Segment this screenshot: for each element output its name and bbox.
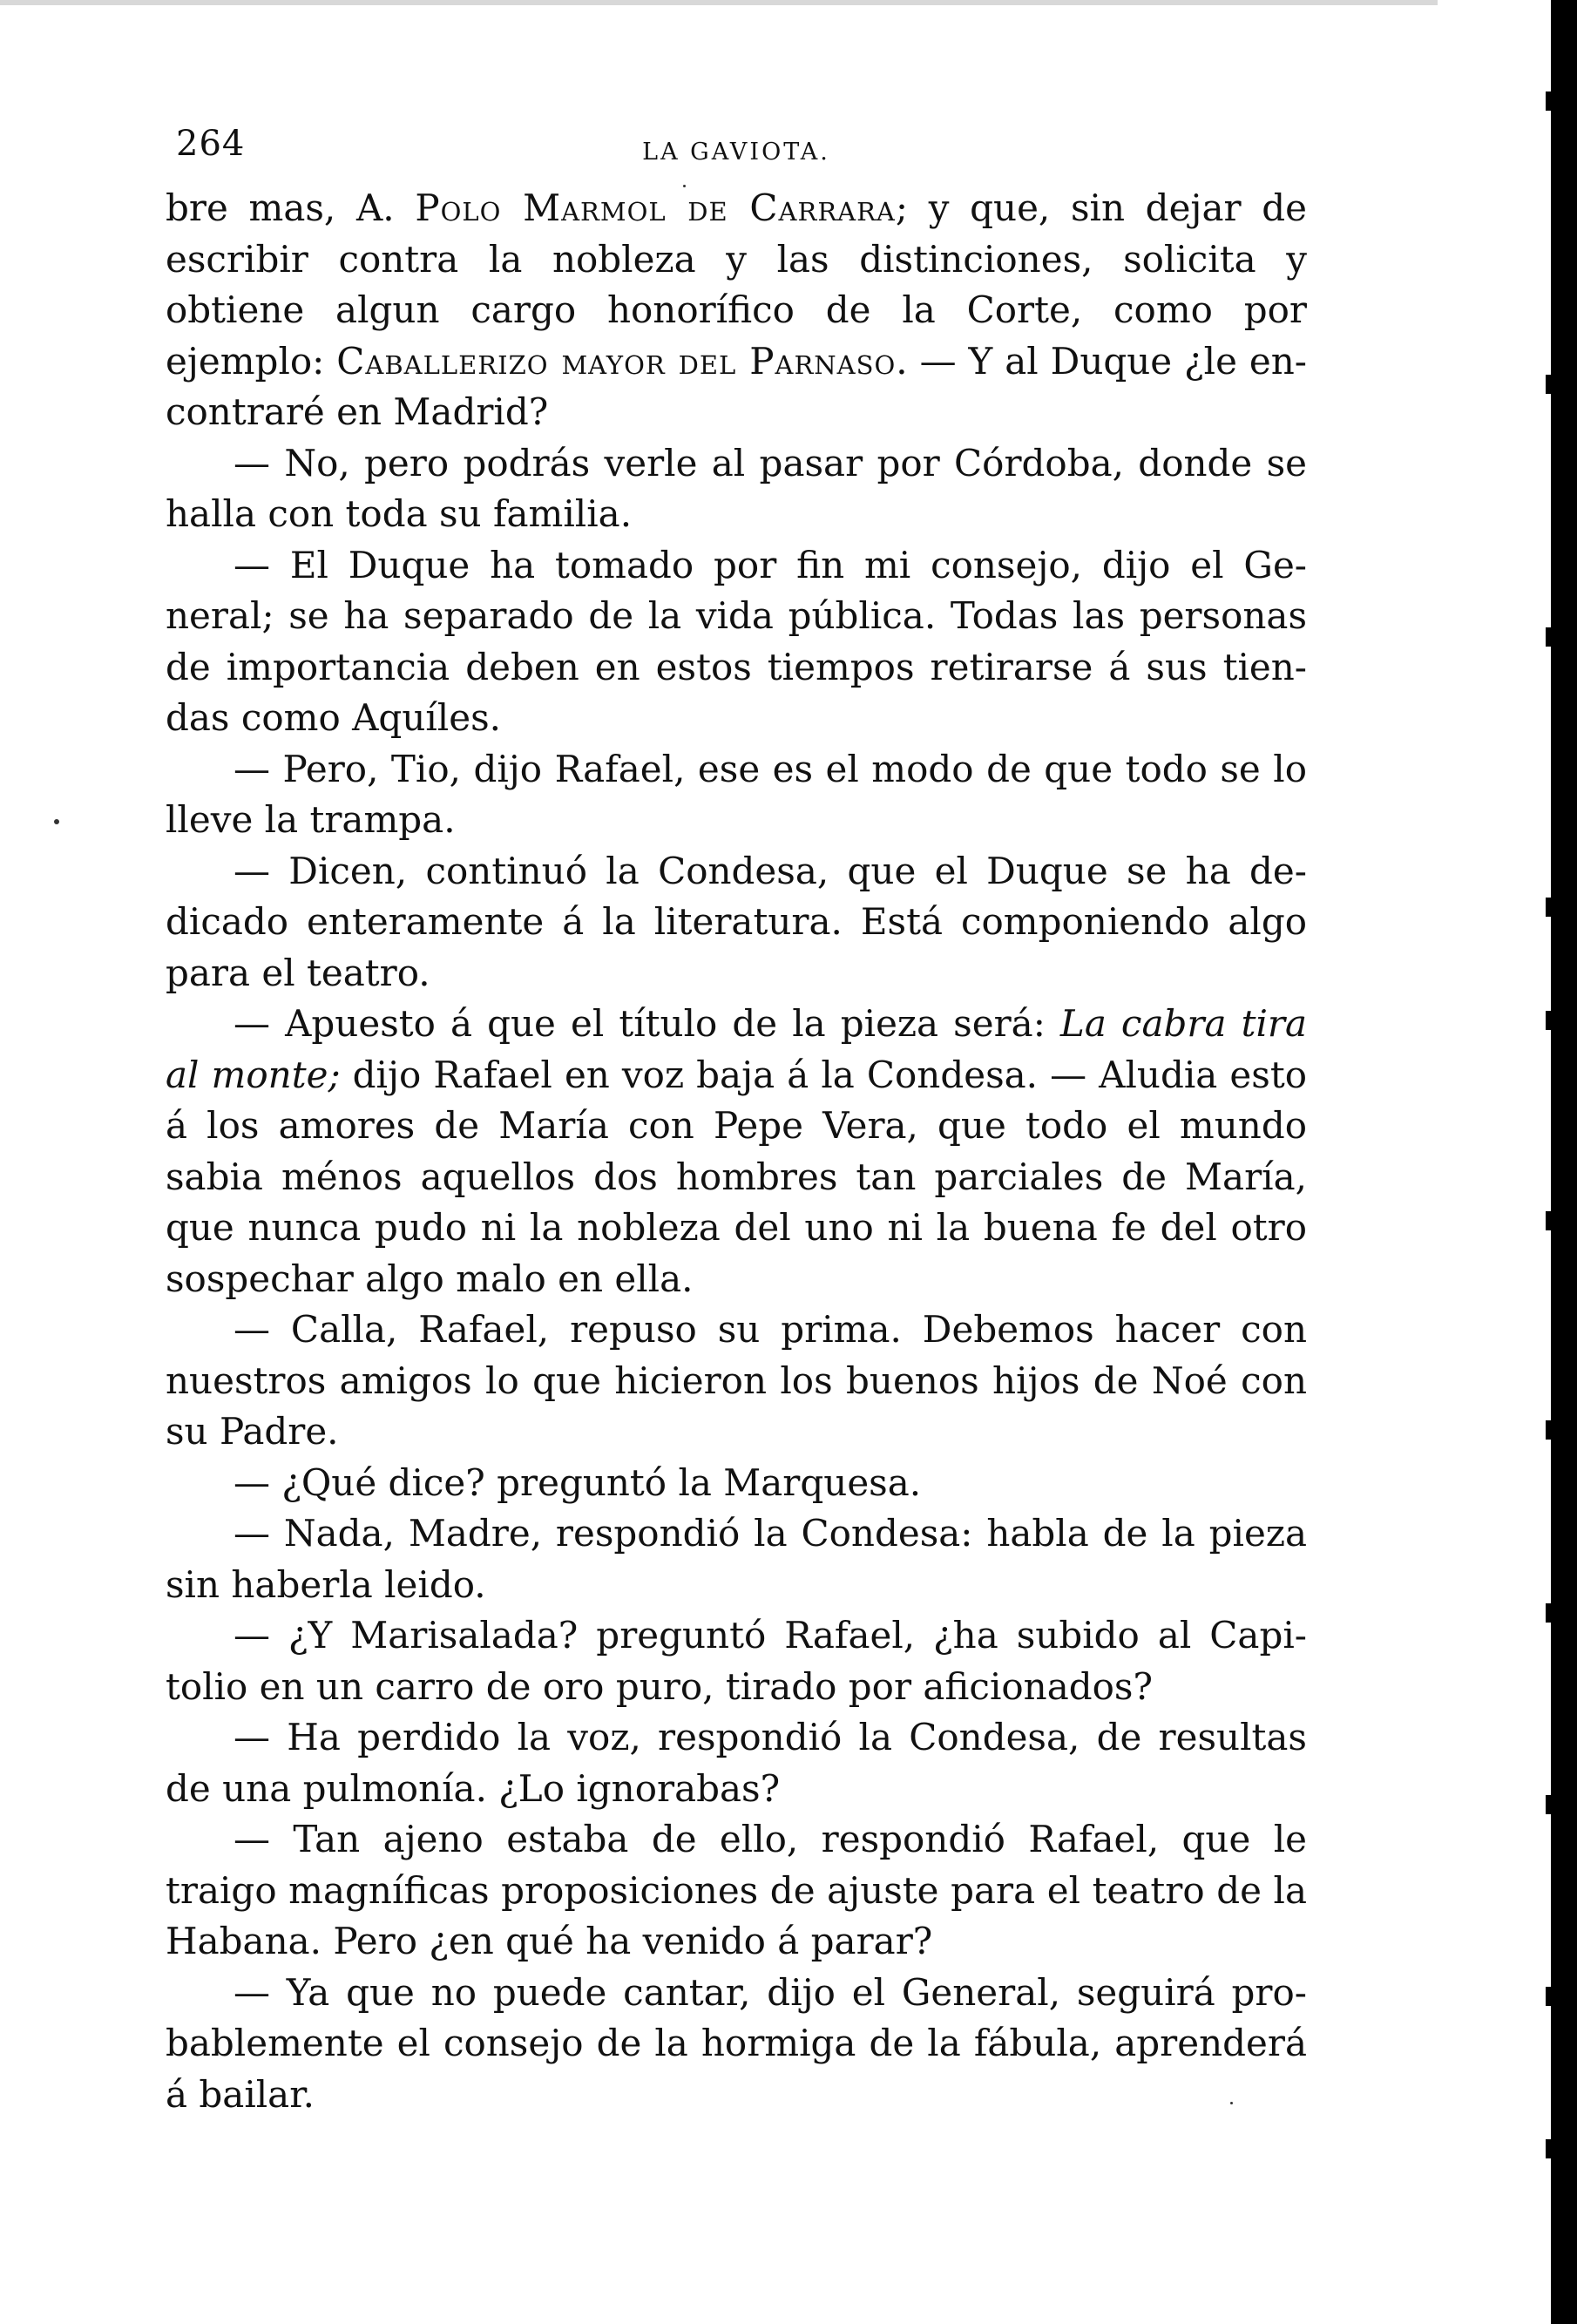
italic-title: La cabra tira al monte; <box>166 1002 1307 1096</box>
scan-edge-mark <box>1546 1987 1554 2006</box>
scan-edge-mark <box>1546 898 1554 917</box>
paragraph-continued <box>166 183 1307 438</box>
dialogue-paragraph <box>166 999 1307 1304</box>
dust-speck <box>54 819 59 824</box>
dialogue-paragraph <box>166 744 1307 846</box>
scan-edge-mark <box>1546 1011 1554 1030</box>
scan-edge-mark <box>1546 1420 1554 1440</box>
smallcaps-title: Caballerizo mayor del Parnaso <box>336 339 897 383</box>
dialogue-paragraph <box>166 1458 1307 1509</box>
text-run: — Calla, Rafael, repuso su prima. Debemos hacer con nuestros amigos lo que hicieron los buenos hijos de Noé con su Padre. <box>166 1308 1307 1453</box>
page-number: 264 <box>176 124 246 164</box>
dialogue-paragraph <box>166 1610 1307 1712</box>
text-run: — Apuesto á que el título de la pieza será: <box>234 1002 1060 1045</box>
running-head <box>166 113 1307 183</box>
text-run: — Ya que no puede cantar, dijo el General, seguirá probablemente el consejo de la hormiga de la fábula, aprenderá á bailar. <box>166 1970 1307 2116</box>
dialogue-paragraph <box>166 1968 1307 2121</box>
text-run: ; y que, sin dejar de escribir contra la nobleza y las distinciones, solicita y obtiene algun cargo honorífico de la Corte, como por ejemplo: <box>166 186 1307 383</box>
text-run: — El Duque ha tomado por fin mi consejo, dijo el General; se ha separado de la vida pública. Todas las personas de importancia deben en estos tiempos retirarse á sus tiendas como Aquíles. <box>166 543 1307 739</box>
scan-edge-mark <box>1546 1211 1554 1230</box>
dialogue-paragraph <box>166 438 1307 540</box>
scan-edge-mark <box>1546 1795 1554 1814</box>
smallcaps-name: Polo Marmol de Carrara <box>415 186 896 229</box>
running-title: LA GAVIOTA. <box>642 139 830 166</box>
text-run: bre mas, A. <box>166 186 416 229</box>
scan-edge-mark <box>1546 375 1554 394</box>
text-run: — No, pero podrás verle al pasar por Córdoba, donde se halla con toda su familia. <box>166 441 1307 535</box>
scan-edge-mark <box>1546 1603 1554 1623</box>
dialogue-paragraph <box>166 1304 1307 1458</box>
text-run: — Nada, Madre, respondió la Condesa: habla de la pieza sin haberla leido. <box>166 1512 1307 1606</box>
text-run: dijo Rafael en voz baja á la Condesa. — Aludia esto á los amores de María con Pepe Vera, que todo el mundo sabia ménos aquellos dos hombres tan parciales de María, que nunca pudo ni la nobleza del uno ni la buena fe del otro sospechar algo malo en ella. <box>166 1053 1307 1300</box>
text-run: — ¿Qué dice? preguntó la Marquesa. <box>234 1460 922 1504</box>
dialogue-paragraph <box>166 1814 1307 1968</box>
dialogue-paragraph <box>166 1508 1307 1610</box>
text-run: . — Y al Duque ¿le encontraré en Madrid? <box>166 339 1307 433</box>
text-run: — Tan ajeno estaba de ello, respondió Rafael, que le traigo magníficas proposiciones de ajuste para el teatro de la Habana. Pero ¿en qué ha venido á parar? <box>166 1818 1307 1962</box>
page-text <box>166 113 1307 2120</box>
dialogue-paragraph <box>166 1712 1307 1814</box>
scan-edge-mark <box>1546 2139 1554 2158</box>
text-run: — Dicen, continuó la Condesa, que el Duque se ha dedicado enteramente á la literatura. Está componiendo algo para el teatro. <box>166 849 1307 994</box>
scan-edge-mark <box>1546 627 1554 647</box>
text-run: — Ha perdido la voz, respondió la Condesa, de resultas de una pulmonía. ¿Lo ignorabas? <box>166 1716 1307 1810</box>
dialogue-paragraph <box>166 540 1307 744</box>
text-run: — Pero, Tio, dijo Rafael, ese es el modo de que todo se lo lleve la trampa. <box>166 747 1307 841</box>
dialogue-paragraph <box>166 846 1307 999</box>
scan-edge-bar <box>1551 0 1577 2324</box>
text-run: — ¿Y Marisalada? preguntó Rafael, ¿ha subido al Capitolio en un carro de oro puro, tirado por aficionados? <box>166 1614 1307 1708</box>
scan-edge-mark <box>1546 91 1554 111</box>
scan-right-edge <box>1438 0 1577 2324</box>
top-scan-border <box>0 0 1438 5</box>
